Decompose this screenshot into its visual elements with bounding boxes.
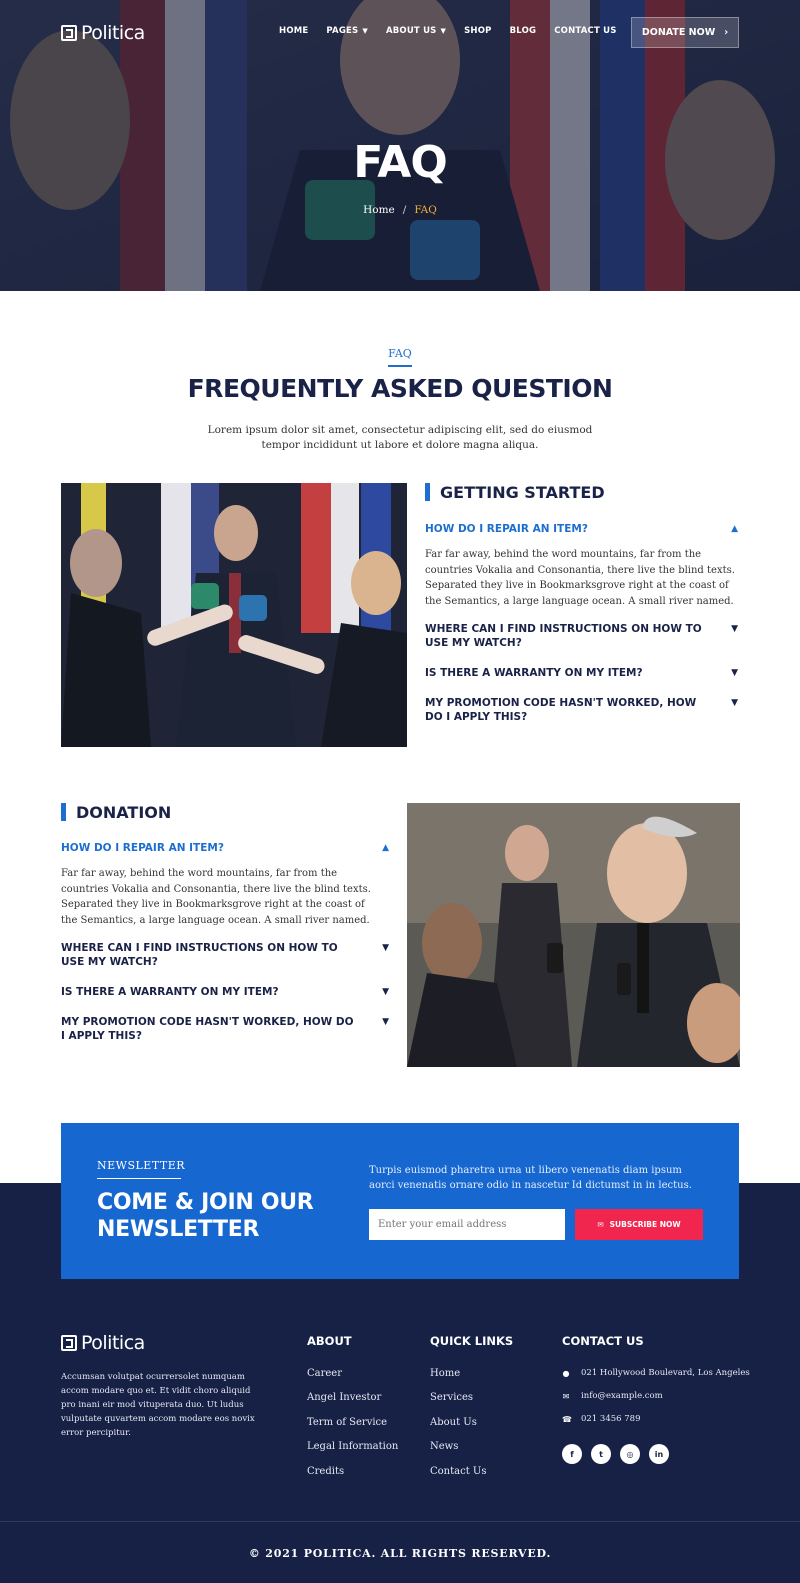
faq-group-heading	[61, 803, 391, 821]
subscribe-label: SUBSCRIBE NOW	[609, 1220, 681, 1229]
footer-about-text: Accumsan volutpat ocurrersolet numquam accom modare quo et. Et vidit choro aliquid pro inani eir mod vituperata duo. Ut ludus vulputate quvartem accom modare eos novix error percipitur.	[61, 1372, 255, 1438]
faq-question-3[interactable]	[425, 666, 740, 680]
faq-question-3[interactable]	[61, 985, 391, 999]
footer-link[interactable]: Services	[430, 1392, 474, 1404]
envelope-icon: ✉	[597, 1220, 604, 1229]
logo[interactable]	[61, 22, 145, 44]
chevron-down-icon: ▼	[731, 668, 738, 678]
question-text: MY PROMOTION CODE HASN'T WORKED, HOW DO I APPLY THIS?	[61, 1016, 354, 1042]
chevron-right-icon: ›	[724, 27, 729, 38]
question-text: HOW DO I REPAIR AN ITEM?	[425, 523, 588, 535]
chevron-up-icon: ▲	[731, 524, 738, 534]
donate-now-button[interactable]	[631, 17, 739, 48]
contact-phone[interactable]	[562, 1414, 640, 1424]
nav-label: BLOG	[509, 26, 537, 36]
nav-label: CONTACT US	[554, 26, 617, 36]
footer-link[interactable]: About Us	[430, 1416, 477, 1428]
chevron-down-icon: ▼	[382, 1017, 389, 1027]
footer-link[interactable]: Contact Us	[430, 1465, 487, 1477]
chevron-up-icon: ▲	[382, 843, 389, 853]
question-text: WHERE CAN I FIND INSTRUCTIONS ON HOW TO USE MY WATCH?	[425, 623, 702, 649]
phone-text: 021 3456 789	[581, 1414, 641, 1424]
faq-group-title: GETTING STARTED	[440, 482, 605, 502]
breadcrumb	[0, 204, 800, 216]
email-text: info@example.com	[581, 1391, 663, 1401]
main-nav	[279, 26, 617, 36]
heading-accent-bar	[61, 803, 66, 821]
breadcrumb-separator: /	[402, 204, 407, 216]
question-text: IS THERE A WARRANTY ON MY ITEM?	[425, 667, 643, 679]
newsletter-underline	[97, 1178, 181, 1179]
breadcrumb-current: FAQ	[414, 204, 437, 216]
footer-link[interactable]: News	[430, 1441, 459, 1453]
footer-link[interactable]: Angel Investor	[307, 1392, 382, 1404]
contact-address	[562, 1368, 750, 1378]
logo-text: Politica	[81, 1332, 145, 1354]
section-description: Lorem ipsum dolor sit amet, consectetur adipiscing elit, sed do eiusmod tempor incididunt ut labore et dolore magna aliqua.	[207, 424, 593, 451]
social-links	[562, 1444, 669, 1464]
question-text: WHERE CAN I FIND INSTRUCTIONS ON HOW TO USE MY WATCH?	[61, 942, 338, 968]
eyebrow-underline	[388, 365, 412, 367]
nav-label: PAGES	[326, 26, 359, 36]
chevron-down-icon: ▼	[731, 624, 738, 634]
nav-label: SHOP	[464, 26, 492, 36]
footer-quick-links-title: QUICK LINKS	[430, 1334, 514, 1348]
politician-with-press-photo	[407, 803, 740, 1067]
footer-divider	[0, 1521, 800, 1522]
address-text: 021 Hollywood Boulevard, Los Angeles	[581, 1368, 750, 1378]
nav-label: HOME	[279, 26, 309, 36]
question-text: MY PROMOTION CODE HASN'T WORKED, HOW DO I APPLY THIS?	[425, 697, 697, 723]
footer-logo[interactable]	[61, 1332, 145, 1354]
faq-question-1[interactable]	[61, 841, 391, 855]
twitter-icon[interactable]: t	[591, 1444, 611, 1464]
logo-mark-icon	[61, 1335, 77, 1351]
logo-text: Politica	[81, 22, 145, 44]
footer-link[interactable]: Career	[307, 1368, 343, 1379]
faq-question-2[interactable]	[425, 622, 740, 650]
section-title: FREQUENTLY ASKED QUESTION	[187, 374, 613, 403]
faq-answer-1: Far far away, behind the word mountains, far from the countries Vokalia and Consonantia, there live the blind texts. Separated they live in Bookmarksgrove right at the coast of the Semantics, a large language ocean. A small river named.	[425, 549, 735, 607]
footer-contact-title: CONTACT US	[562, 1334, 644, 1348]
contact-email[interactable]	[562, 1391, 663, 1401]
nav-item-about-us[interactable]	[386, 26, 446, 36]
chevron-down-icon: ▼	[440, 27, 447, 35]
newsletter-text: Turpis euismod pharetra urna ut libero venenatis diam ipsum aorci venenatis ornare odio in nascetur Id dictumst in in lectus.	[369, 1165, 692, 1191]
chevron-down-icon: ▼	[382, 943, 389, 953]
copyright: © 2021 POLITICA. ALL RIGHTS RESERVED.	[248, 1547, 552, 1560]
chevron-down-icon: ▼	[362, 27, 368, 35]
email-field[interactable]	[369, 1209, 565, 1240]
faq-group-heading	[425, 483, 740, 501]
instagram-icon[interactable]: ◎	[620, 1444, 640, 1464]
phone-icon: ☎	[562, 1414, 572, 1424]
faq-donation	[61, 803, 391, 1043]
envelope-icon: ✉	[562, 1391, 570, 1401]
footer-link[interactable]: Legal Information	[307, 1441, 399, 1453]
footer-link[interactable]: Credits	[307, 1465, 345, 1477]
faq-answer-1: Far far away, behind the word mountains, far from the countries Vokalia and Consonantia, there live the blind texts. Separated they live in Bookmarksgrove right at the coast of the Semantics, a large language ocean. A small river named.	[61, 868, 371, 926]
facebook-icon[interactable]: f	[562, 1444, 582, 1464]
newsletter-box	[61, 1123, 739, 1279]
faq-question-1[interactable]	[425, 522, 740, 536]
nav-item-pages[interactable]	[326, 26, 368, 36]
faq-getting-started	[425, 483, 740, 724]
section-eyebrow: FAQ	[388, 347, 412, 360]
donate-label: DONATE NOW	[641, 27, 716, 38]
nav-item-blog[interactable]	[510, 26, 537, 36]
footer-link[interactable]: Home	[430, 1368, 461, 1379]
nav-label: ABOUT US	[385, 26, 437, 36]
nav-item-shop[interactable]	[464, 26, 492, 36]
heading-accent-bar	[425, 483, 430, 501]
newsletter-title: COME & JOIN OUR NEWSLETTER	[97, 1190, 314, 1242]
location-pin-icon: ●	[562, 1368, 570, 1378]
chevron-down-icon: ▼	[382, 987, 389, 997]
faq-group-title: DONATION	[76, 802, 172, 822]
question-text: IS THERE A WARRANTY ON MY ITEM?	[61, 986, 279, 998]
footer-about-links	[307, 1368, 398, 1480]
page-title: FAQ	[353, 137, 447, 188]
nav-item-home[interactable]	[279, 26, 308, 36]
linkedin-icon[interactable]: in	[649, 1444, 669, 1464]
press-conference-photo	[61, 483, 407, 747]
faq-question-4[interactable]	[425, 696, 740, 724]
nav-item-contact-us[interactable]	[554, 26, 616, 36]
faq-question-4[interactable]	[61, 1015, 391, 1043]
footer-link[interactable]: Term of Service	[307, 1416, 388, 1428]
faq-question-2[interactable]	[61, 941, 391, 969]
question-text: HOW DO I REPAIR AN ITEM?	[61, 842, 224, 854]
footer-about-title: ABOUT	[307, 1334, 352, 1348]
logo-mark-icon	[61, 25, 77, 41]
chevron-down-icon: ▼	[731, 698, 738, 708]
footer-quick-links	[430, 1368, 486, 1480]
subscribe-button[interactable]	[575, 1209, 703, 1240]
breadcrumb-home[interactable]: Home	[363, 204, 395, 216]
newsletter-eyebrow: NEWSLETTER	[97, 1159, 186, 1172]
